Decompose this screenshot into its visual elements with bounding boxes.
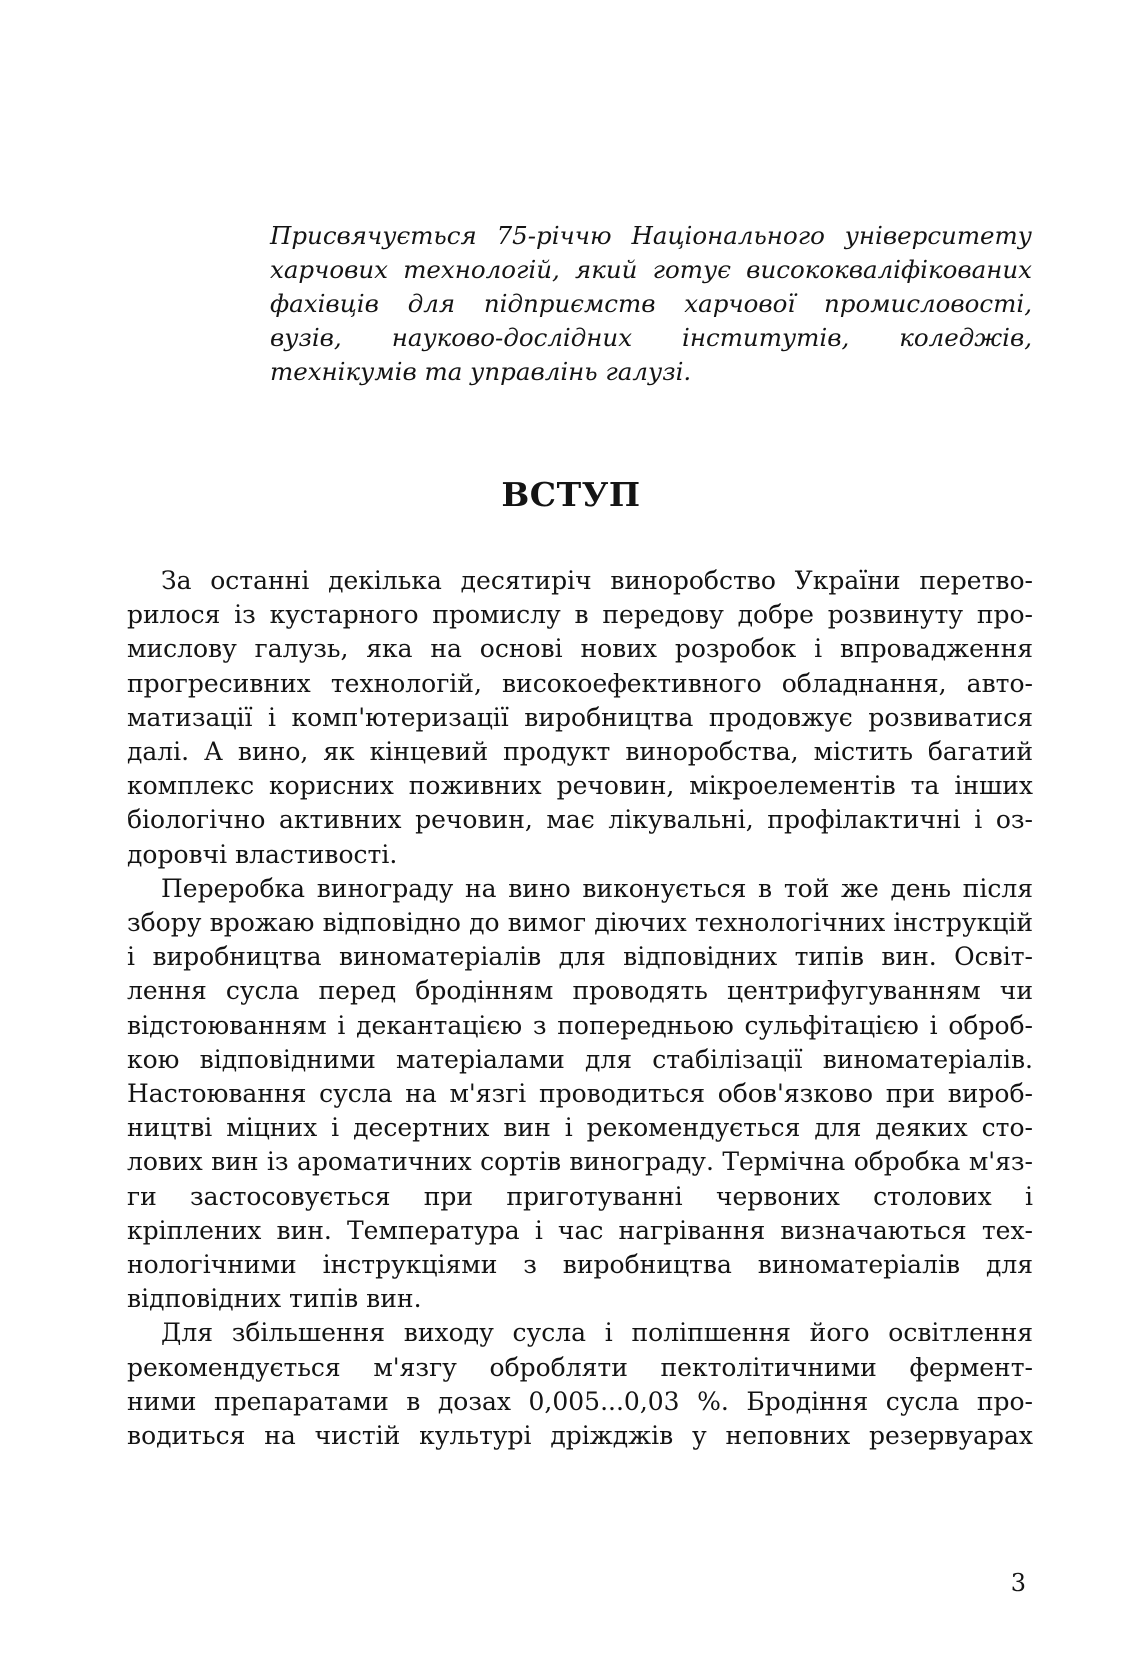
- section-heading: ВСТУП: [501, 475, 641, 514]
- text-line: Переробка винограду на вино виконується в той же день після: [161, 873, 1033, 903]
- paragraph-3: [127, 1316, 1033, 1453]
- text-line: доровчі властивості.: [127, 839, 398, 869]
- text-line: лових вин із ароматичних сортів винограду. Термічна обробка м'яз-: [127, 1147, 1033, 1177]
- text-line: збору врожаю відповідно до вимог діючих технологічних інструкцій: [127, 908, 1033, 938]
- dedication-line: Присвячується 75-річчю Національного університету: [270, 221, 1032, 250]
- text-line: відповідних типів вин.: [127, 1284, 422, 1314]
- text-line: відстоюванням і декантацією з попередньою сульфітацією і оброб-: [127, 1010, 1033, 1040]
- dedication-line: харчових технологій, який готує висококваліфікованих: [270, 255, 1032, 284]
- text-line: Для збільшення виходу сусла і поліпшення його освітлення: [161, 1318, 1033, 1348]
- text-line: матизації і комп'ютеризації виробництва продовжує розвиватися: [127, 702, 1033, 732]
- text-line: кріплених вин. Температура і час нагрівання визначаються тех-: [127, 1215, 1033, 1245]
- body-text: [127, 564, 1033, 1453]
- text-line: і виробництва виноматеріалів для відповідних типів вин. Освіт-: [127, 942, 1033, 972]
- text-line: водиться на чистій культурі дріжджів у неповних резервуарах: [127, 1421, 1033, 1451]
- text-line: прогресивних технологій, високоефективного обладнання, авто-: [127, 668, 1033, 698]
- dedication: [270, 219, 1032, 389]
- text-line: далі. А вино, як кінцевий продукт виноробства, містить багатий: [127, 737, 1033, 767]
- text-line: мислову галузь, яка на основі нових розробок і впровадження: [127, 634, 1033, 664]
- text-line: ними препаратами в дозах 0,005...0,03 %. Бродіння сусла про-: [127, 1386, 1033, 1416]
- text-line: ги застосовується при приготуванні червоних столових і: [127, 1181, 1033, 1211]
- dedication-line: фахівців для підприємств харчової промисловості,: [270, 289, 1032, 318]
- text-line: лення сусла перед бродінням проводять центрифугуванням чи: [127, 976, 1033, 1006]
- text-line: рилося із кустарного промислу в передову добре розвинуту про-: [127, 600, 1033, 630]
- page-number: 3: [1010, 1569, 1026, 1597]
- paragraph-2: [127, 872, 1033, 1317]
- text-line: Настоювання сусла на м'язгі проводиться обов'язково при вироб-: [127, 1079, 1033, 1109]
- paragraph-1: [127, 564, 1033, 872]
- text-line: кою відповідними матеріалами для стабілізації виноматеріалів.: [127, 1044, 1033, 1074]
- text-line: За останні декілька десятиріч виноробство України перетво-: [161, 566, 1033, 595]
- text-line: комплекс корисних поживних речовин, мікроелементів та інших: [127, 771, 1033, 801]
- text-line: біологічно активних речовин, має лікувальні, профілактичні і оз-: [127, 805, 1033, 835]
- text-line: ництві міцних і десертних вин і рекомендується для деяких сто-: [127, 1113, 1033, 1143]
- dedication-line: технікумів та управлінь галузі.: [270, 357, 692, 386]
- dedication-line: вузів, науково-дослідних інститутів, коледжів,: [270, 323, 1032, 352]
- text-line: нологічними інструкціями з виробництва виноматеріалів для: [127, 1250, 1033, 1280]
- text-line: рекомендується м'язгу обробляти пектолітичними фермент-: [127, 1352, 1033, 1382]
